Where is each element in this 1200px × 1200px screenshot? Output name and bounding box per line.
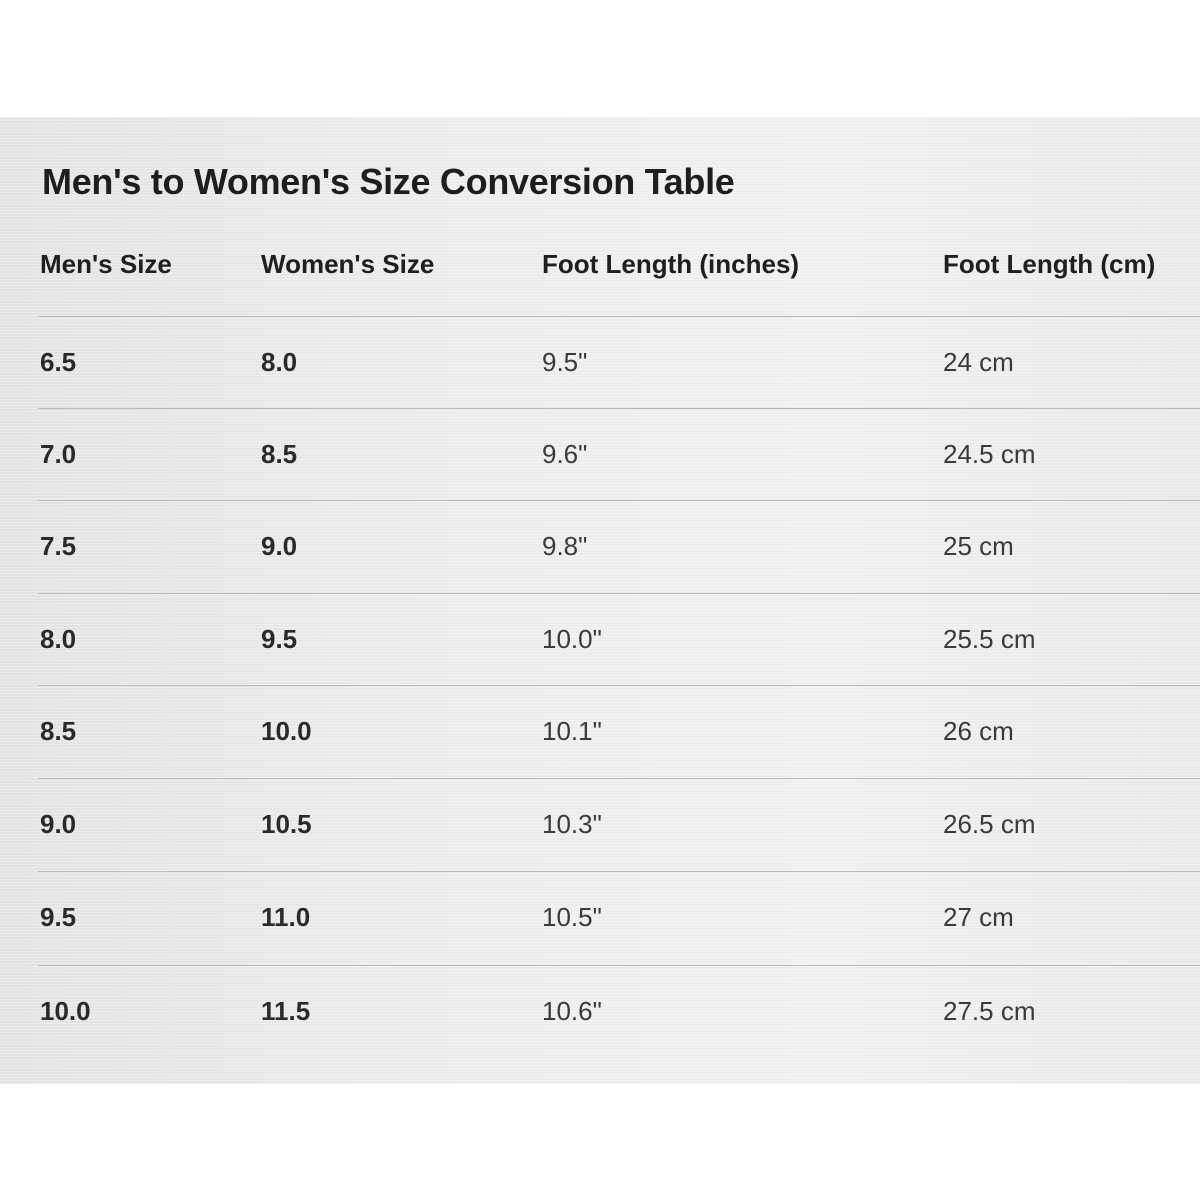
table-row [0, 501, 1200, 594]
cell-foot-length-cm: 26.5 cm [943, 809, 1036, 839]
cell-foot-length-cm: 24.5 cm [943, 439, 1036, 469]
table-row [0, 872, 1200, 965]
cell-foot-length-inches: 9.6" [542, 439, 588, 469]
column-header-foot-length-cm: Foot Length (cm) [943, 249, 1156, 279]
cell-foot-length-cm: 25.5 cm [943, 624, 1036, 654]
cell-foot-length-inches: 10.1" [542, 716, 602, 746]
cell-foot-length-inches: 9.8" [542, 531, 588, 561]
cell-mens-size: 7.0 [40, 439, 77, 469]
cell-foot-length-cm: 27 cm [943, 902, 1014, 932]
cell-womens-size: 10.5 [261, 809, 312, 839]
cell-mens-size: 9.5 [40, 902, 77, 932]
cell-mens-size: 9.0 [40, 809, 77, 839]
cell-mens-size: 7.5 [40, 531, 77, 561]
column-header-mens-size: Men's Size [40, 249, 172, 279]
column-header-foot-length-inches: Foot Length (inches) [542, 249, 800, 279]
table-row [0, 686, 1200, 779]
table-row [0, 779, 1200, 872]
table-row [0, 966, 1200, 1059]
table-row [0, 317, 1200, 410]
cell-womens-size: 8.0 [261, 347, 298, 377]
cell-mens-size: 8.0 [40, 624, 77, 654]
cell-foot-length-cm: 24 cm [943, 347, 1014, 377]
cell-womens-size: 11.0 [261, 902, 311, 932]
cell-foot-length-inches: 9.5" [542, 347, 588, 377]
cell-womens-size: 10.0 [261, 716, 312, 746]
cell-womens-size: 9.5 [261, 624, 298, 654]
table-row [0, 594, 1200, 687]
column-header-womens-size: Women's Size [261, 249, 435, 279]
cell-mens-size: 10.0 [40, 996, 91, 1026]
cell-womens-size: 9.0 [261, 531, 298, 561]
table-row [0, 409, 1200, 502]
page-title: Men's to Women's Size Conversion Table [42, 161, 735, 202]
cell-foot-length-cm: 27.5 cm [943, 996, 1036, 1026]
cell-foot-length-cm: 25 cm [943, 531, 1014, 561]
cell-foot-length-cm: 26 cm [943, 716, 1014, 746]
table-header-row [0, 249, 1200, 289]
cell-mens-size: 8.5 [40, 716, 77, 746]
cell-mens-size: 6.5 [40, 347, 77, 377]
cell-foot-length-inches: 10.6" [542, 996, 602, 1026]
cell-foot-length-inches: 10.0" [542, 624, 602, 654]
size-conversion-table [0, 117, 1200, 1084]
cell-womens-size: 11.5 [261, 996, 311, 1026]
cell-foot-length-inches: 10.3" [542, 809, 602, 839]
size-chart-photo [0, 117, 1200, 1084]
cell-foot-length-inches: 10.5" [542, 902, 602, 932]
cell-womens-size: 8.5 [261, 439, 298, 469]
